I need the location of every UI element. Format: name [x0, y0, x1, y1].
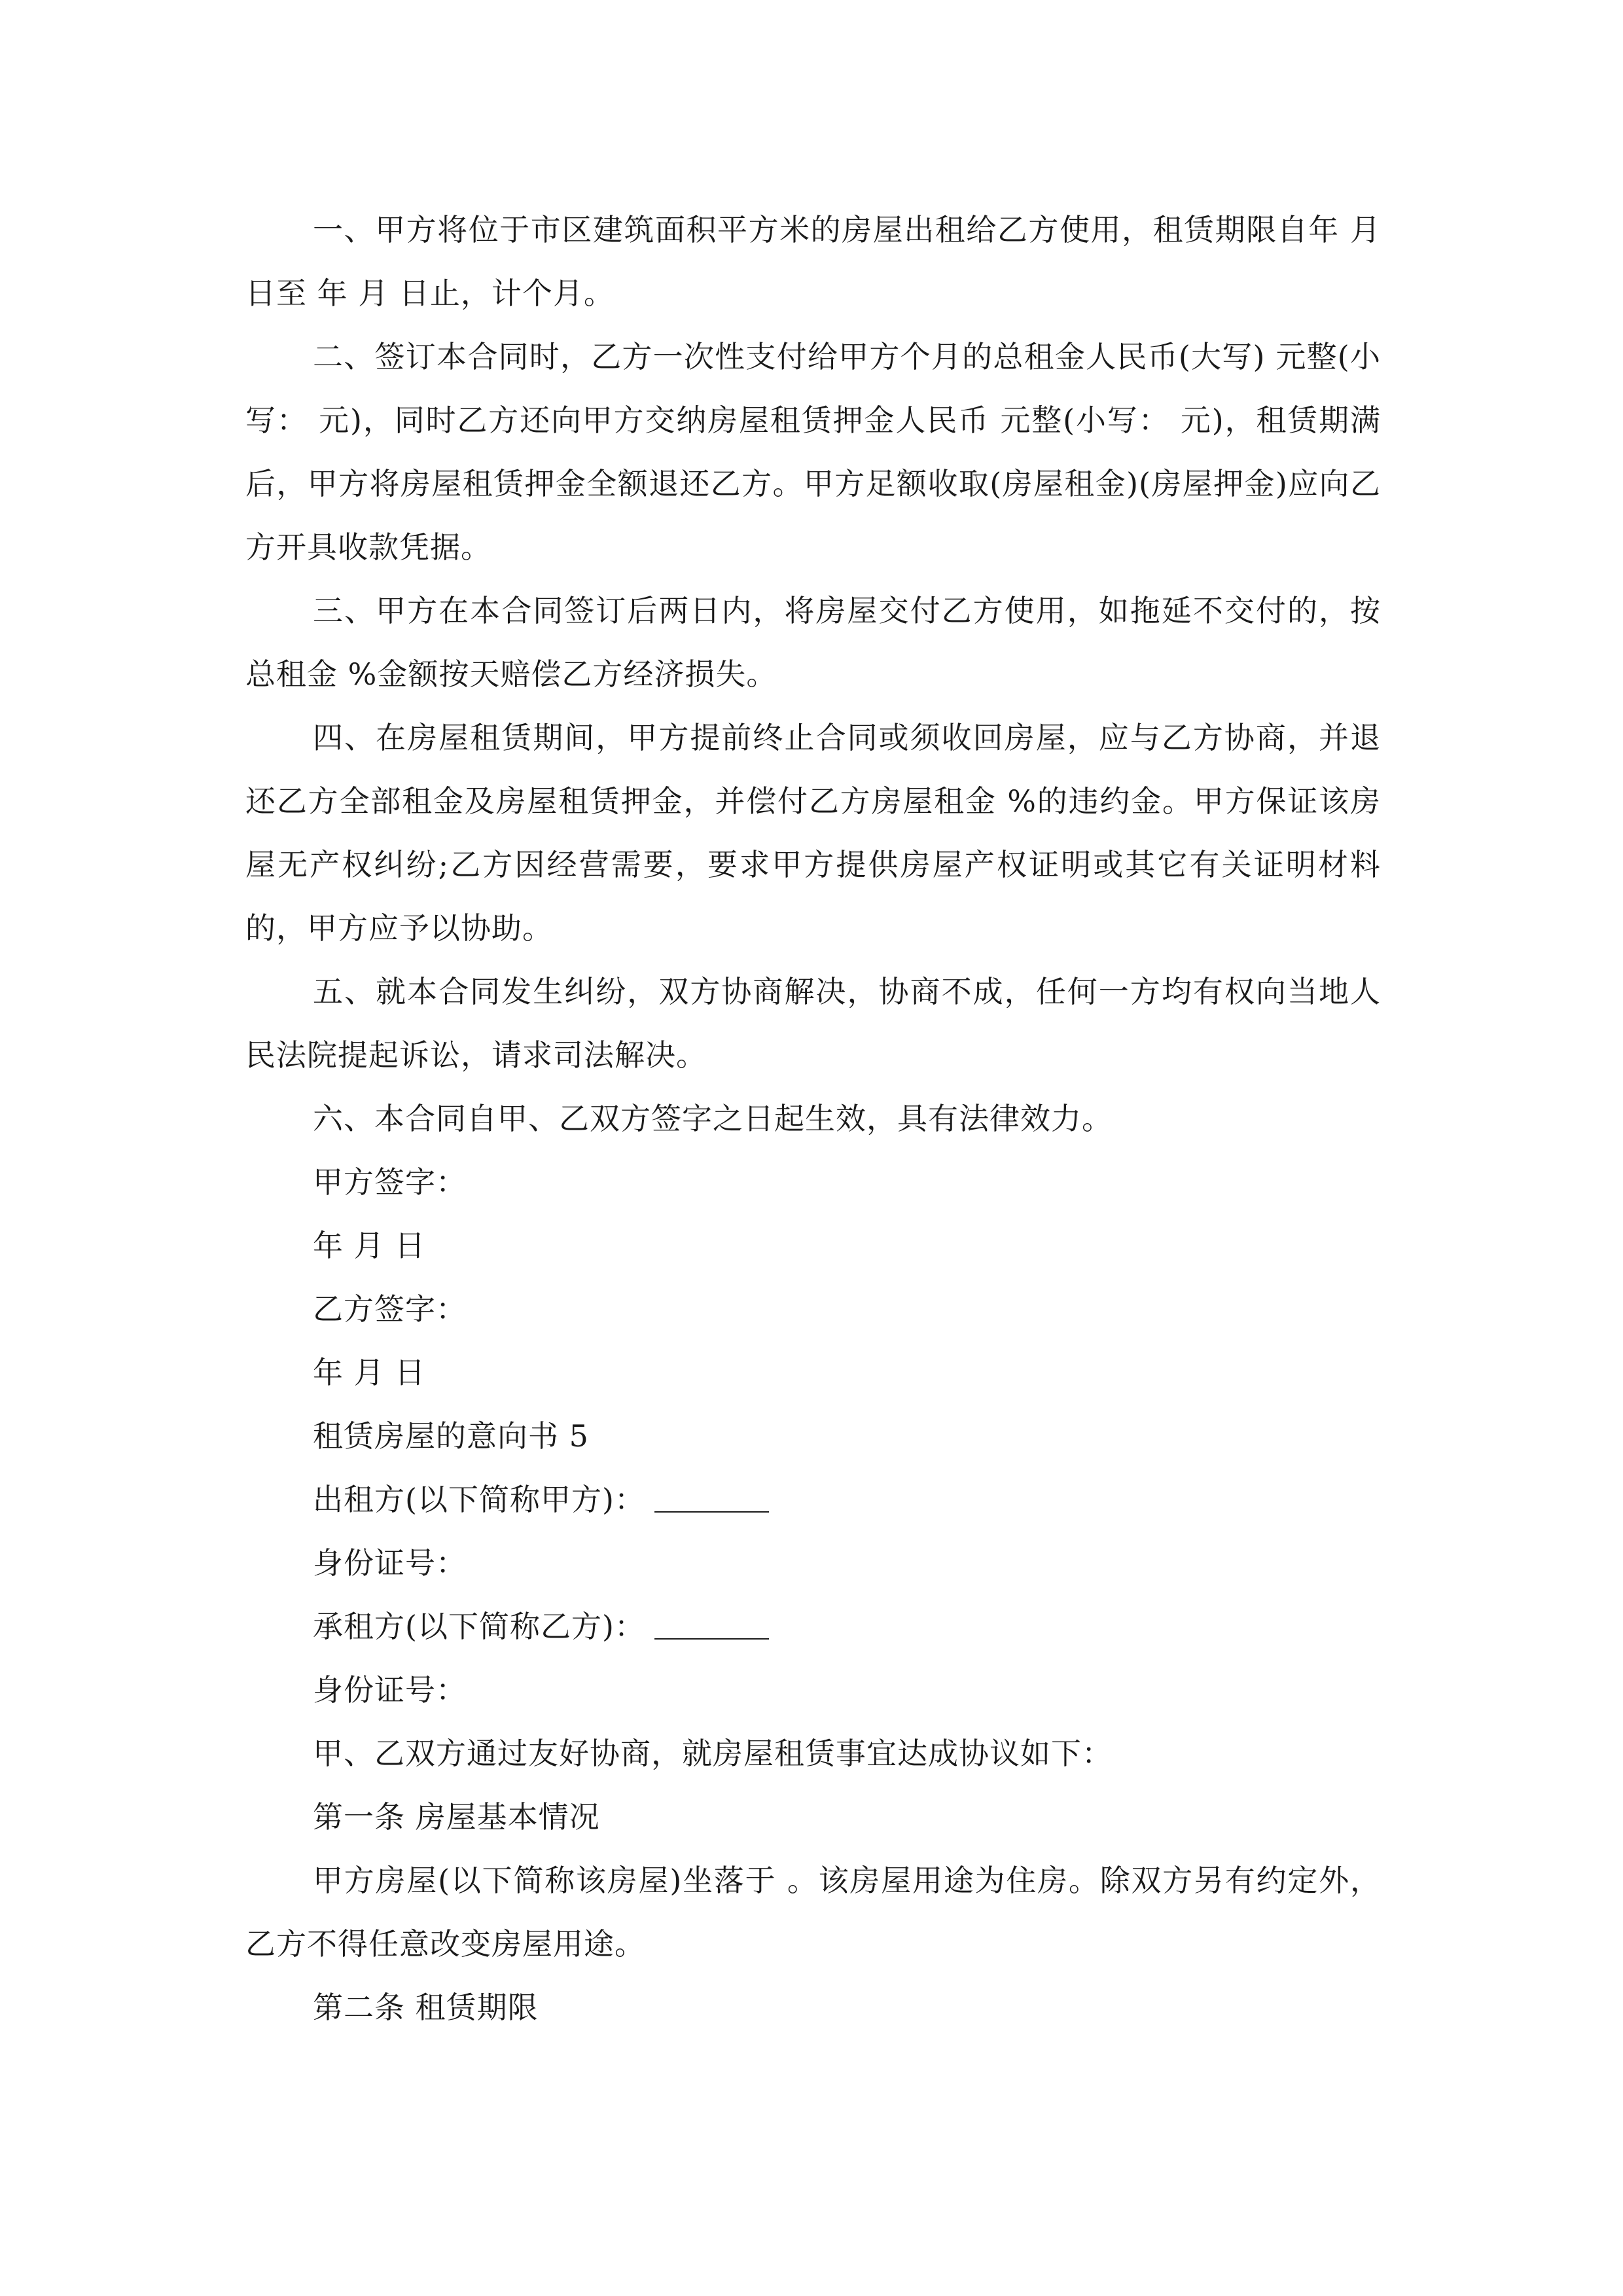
clause-2: 二、签订本合同时，乙方一次性支付给甲方个月的总租金人民币(大写) 元整(小写： 元)，同时乙方还向甲方交纳房屋租赁押金人民币 元整(小写： 元)，租赁期满后，甲方将房屋租赁押金全额退还乙方。甲方足额收取(房屋租金)(房屋押金)应向乙方开具收款凭据。: [245, 339, 1381, 565]
party-a-signature-label: 甲方签字：: [313, 1164, 467, 1200]
article-1-title: 第一条 房屋基本情况: [313, 1799, 600, 1835]
party-b-signature-date: 年 月 日: [313, 1355, 426, 1390]
lessor-line: [245, 1468, 1381, 1532]
section-title: 租赁房屋的意向书 5: [313, 1418, 589, 1454]
document-body: [245, 198, 1381, 2039]
lessee-label: 承租方(以下简称乙方)：: [313, 1609, 645, 1644]
lessor-label: 出租方(以下简称甲方)：: [313, 1482, 645, 1517]
party-a-signature-date: 年 月 日: [313, 1228, 426, 1263]
clause-3: 三、甲方在本合同签订后两日内，将房屋交付乙方使用，如拖延不交付的，按总租金 %金额按天赔偿乙方经济损失。: [245, 593, 1381, 692]
article-1-text: 甲方房屋(以下简称该房屋)坐落于 。该房屋用途为住房。除双方另有约定外，乙方不得任意改变房屋用途。: [245, 1863, 1381, 1962]
clause-1: 一、甲方将位于市区建筑面积平方米的房屋出租给乙方使用，租赁期限自年 月 日至 年 月 日止，计个月。: [245, 212, 1381, 311]
agreement-intro: 甲、乙双方通过友好协商，就房屋租赁事宜达成协议如下：: [313, 1736, 1113, 1771]
lessee-line: [245, 1595, 1381, 1659]
clause-5: 五、就本合同发生纠纷，双方协商解决，协商不成，任何一方均有权向当地人民法院提起诉讼，请求司法解决。: [245, 974, 1381, 1073]
clause-4: 四、在房屋租赁期间，甲方提前终止合同或须收回房屋，应与乙方协商，并退还乙方全部租金及房屋租赁押金，并偿付乙方房屋租金 %的违约金。甲方保证该房屋无产权纠纷;乙方因经营需要，要求甲方提供房屋产权证明或其它有关证明材料的，甲方应予以协助。: [245, 720, 1381, 946]
party-b-signature-label: 乙方签字：: [313, 1291, 467, 1327]
lessee-id-label: 身份证号：: [313, 1672, 467, 1708]
lessee-blank: [654, 1638, 769, 1640]
clause-6: 六、本合同自甲、乙双方签字之日起生效，具有法律效力。: [313, 1101, 1113, 1136]
article-2-title: 第二条 租赁期限: [313, 1990, 539, 2025]
lessor-blank: [654, 1511, 769, 1513]
lessor-id-label: 身份证号：: [313, 1545, 467, 1581]
